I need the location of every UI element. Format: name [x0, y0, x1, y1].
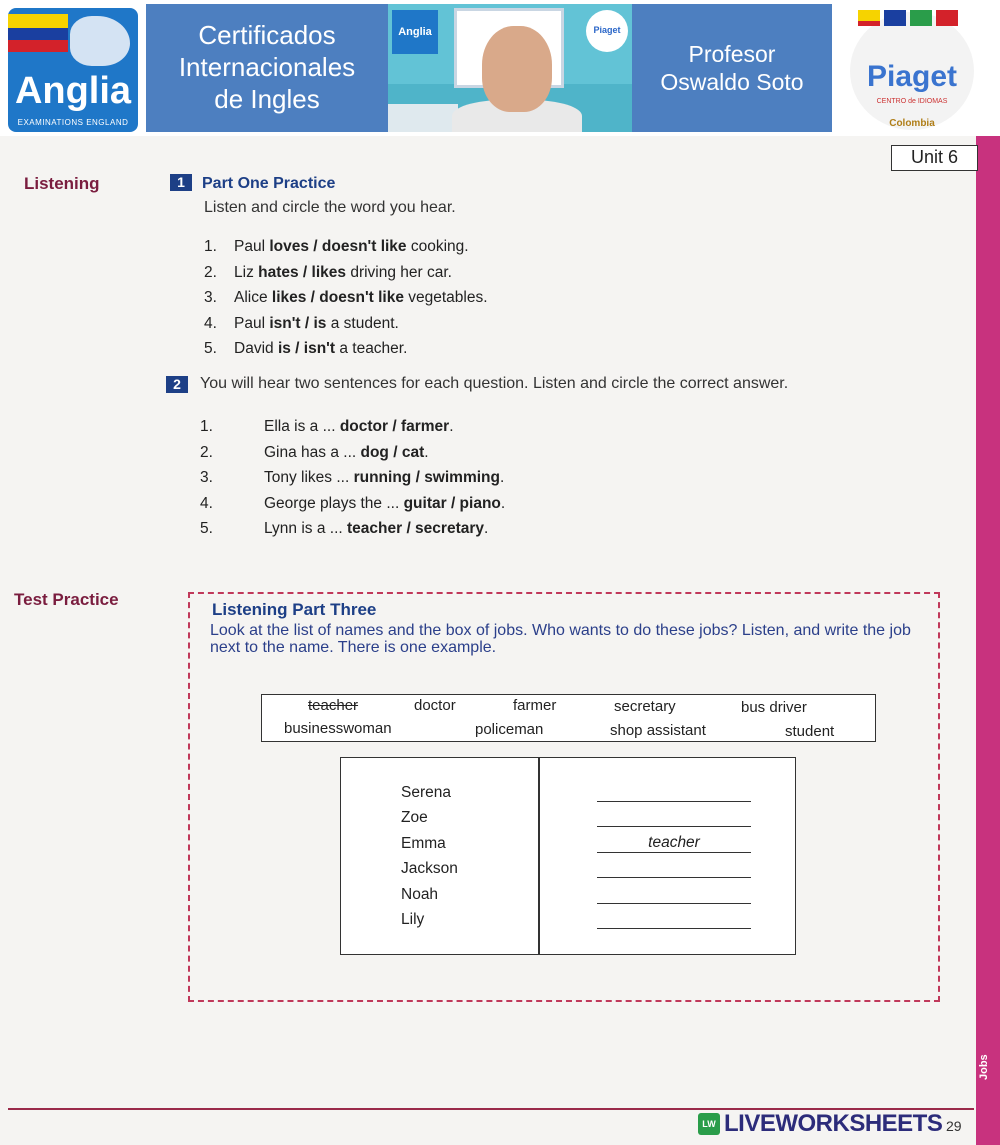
- item-number: 3.: [200, 469, 213, 487]
- flags-icon: [858, 10, 968, 38]
- job-word: secretary: [614, 698, 676, 715]
- item-options[interactable]: hates / likes: [258, 263, 347, 281]
- item-text: Paul: [234, 238, 270, 255]
- item-text: Paul: [234, 314, 270, 332]
- job-word: shop assistant: [610, 722, 706, 739]
- part2-item: [200, 469, 504, 487]
- item-text: driving her car.: [346, 263, 452, 281]
- part1-item: [204, 264, 452, 282]
- part2-item: [200, 444, 429, 462]
- part2-instruction: You will hear two sentences for each question. Listen and circle the correct answer.: [200, 375, 789, 392]
- test-practice-title: Listening Part Three: [212, 600, 377, 619]
- item-text: .: [500, 494, 506, 512]
- part1-item: [204, 315, 399, 333]
- teacher-photo: [388, 4, 632, 132]
- anglia-logo-sub: EXAMINATIONS ENGLAND: [17, 118, 129, 127]
- item-text: .: [424, 443, 429, 461]
- name-label: Jackson: [401, 860, 458, 877]
- item-text: Gina has a ...: [264, 443, 361, 461]
- part1-item: [204, 289, 488, 307]
- banner-line: Certificados: [198, 20, 336, 51]
- name-label: Noah: [401, 886, 439, 903]
- part2-item: [200, 418, 454, 436]
- item-options[interactable]: is / isn't: [277, 340, 336, 358]
- job-word: doctor: [414, 697, 456, 714]
- item-text: .: [449, 418, 454, 435]
- part1-heading: [170, 174, 335, 193]
- test-practice-side-label: Test Practice: [14, 590, 119, 609]
- anglia-logo: [8, 8, 138, 132]
- banner-line: Internacionales: [178, 52, 356, 83]
- liveworksheets-text: LIVEWORKSHEETS: [724, 1110, 943, 1137]
- test-practice-instruction: Look at the list of names and the box of jobs. Who wants to do these jobs? Listen, and write the job next to the name. There is one example.: [210, 622, 911, 657]
- banner-line: Profesor: [688, 40, 776, 67]
- header-banner: [0, 0, 1000, 136]
- anglia-logo-text: Anglia: [14, 70, 132, 112]
- item-text: Lynn is a ...: [264, 520, 347, 538]
- part2-number-wrap: [166, 376, 198, 395]
- answer-line[interactable]: [597, 807, 751, 827]
- item-number: 5.: [200, 520, 213, 538]
- job-word: teacher: [308, 697, 359, 714]
- name-label: Serena: [401, 784, 451, 801]
- item-text: .: [484, 520, 489, 538]
- name-label: Zoe: [401, 809, 428, 826]
- name-label: Emma: [401, 835, 446, 852]
- item-text: David: [234, 340, 278, 358]
- item-text: Liz: [234, 263, 259, 281]
- answer-line[interactable]: [597, 884, 751, 904]
- piaget-country: Colombia: [889, 118, 935, 129]
- piaget-logo-text: Piaget: [866, 60, 958, 93]
- listening-side-label: Listening: [24, 174, 100, 193]
- item-number: 4.: [200, 494, 213, 512]
- item-options[interactable]: doctor / farmer: [339, 418, 450, 435]
- part1-item: [204, 238, 469, 256]
- item-text: .: [499, 469, 505, 487]
- item-number: 1.: [200, 418, 213, 435]
- part2-number: 2: [166, 376, 188, 393]
- item-text: Tony likes ...: [264, 469, 354, 487]
- jobs-box: [261, 694, 876, 742]
- mini-piaget-logo: Piaget: [586, 10, 628, 52]
- item-number: 2.: [204, 263, 217, 281]
- job-word: policeman: [475, 721, 544, 738]
- page-number: 29: [946, 1118, 962, 1134]
- liveworksheets-icon: LW: [698, 1113, 720, 1135]
- item-number: 1.: [204, 238, 217, 255]
- teacher-face: [482, 26, 552, 112]
- job-word: student: [785, 723, 835, 740]
- banner-line: Oswaldo Soto: [660, 69, 804, 95]
- item-options[interactable]: dog / cat: [360, 443, 425, 461]
- item-options[interactable]: running / swimming: [353, 469, 500, 487]
- names-table: [340, 757, 796, 955]
- item-options[interactable]: teacher / secretary: [347, 520, 485, 538]
- item-number: 2.: [200, 443, 213, 461]
- item-options[interactable]: likes / doesn't like: [271, 289, 404, 307]
- page-edge-bar: [976, 136, 1000, 1145]
- item-text: Ella is a ...: [264, 418, 340, 435]
- side-tab: Jobs: [978, 1054, 990, 1080]
- part1-instruction: Listen and circle the word you hear.: [204, 199, 456, 216]
- item-text: Alice: [234, 289, 272, 307]
- mini-anglia-logo: Anglia: [392, 10, 438, 54]
- item-options[interactable]: guitar / piano: [403, 494, 501, 512]
- item-number: 3.: [204, 289, 217, 307]
- job-word: bus driver: [741, 699, 807, 716]
- answer-line[interactable]: [597, 909, 751, 929]
- name-label: Lily: [401, 911, 425, 928]
- certificates-banner: [146, 4, 388, 132]
- item-text: cooking.: [406, 238, 469, 255]
- answer-line[interactable]: teacher: [597, 833, 751, 853]
- part1-item: [204, 340, 407, 358]
- world-map-icon: [70, 16, 130, 66]
- item-text: a teacher.: [335, 340, 408, 358]
- item-options[interactable]: isn't / is: [269, 314, 327, 332]
- banner-line: de Ingles: [214, 83, 320, 114]
- item-options[interactable]: loves / doesn't like: [269, 238, 407, 255]
- item-text: George plays the ...: [264, 494, 404, 512]
- item-number: 4.: [204, 314, 217, 332]
- item-number: 5.: [204, 340, 217, 358]
- piaget-logo: [838, 4, 986, 132]
- part1-number: 1: [170, 174, 192, 191]
- item-text: vegetables.: [403, 289, 488, 307]
- teacher-banner: [632, 4, 832, 132]
- answer-line[interactable]: [597, 782, 751, 802]
- job-word: farmer: [513, 697, 557, 714]
- part2-item: [200, 520, 488, 538]
- piaget-logo-sub: CENTRO de IDIOMAS: [876, 98, 948, 105]
- unit-label: Unit 6: [891, 145, 978, 171]
- job-word: businesswoman: [284, 720, 392, 737]
- part1-title: Part One Practice: [202, 175, 336, 192]
- answer-line[interactable]: [597, 858, 751, 878]
- liveworksheets-brand: [698, 1110, 942, 1138]
- part2-item: [200, 495, 505, 513]
- item-text: a student.: [326, 314, 399, 332]
